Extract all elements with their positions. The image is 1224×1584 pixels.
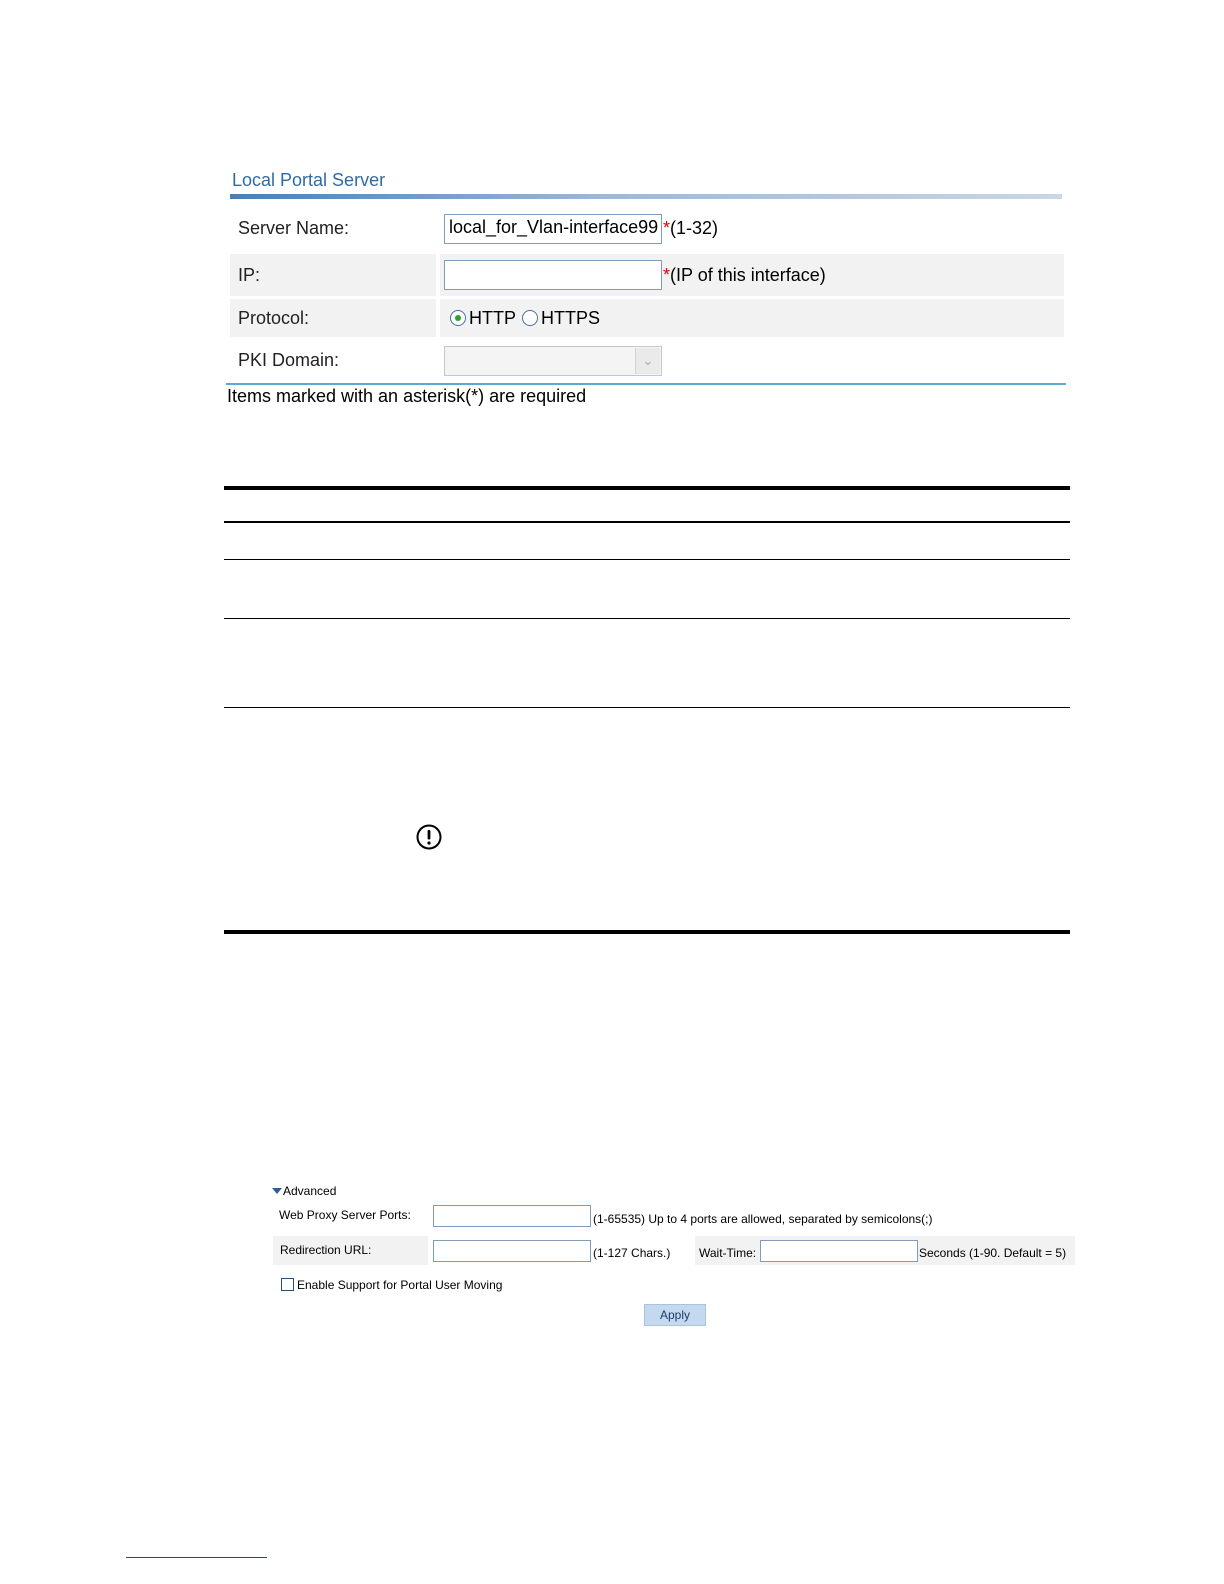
server-name-label: Server Name: [238, 218, 350, 238]
required-asterisk: * [663, 264, 671, 285]
advanced-toggle[interactable] [272, 1184, 336, 1198]
https-radio[interactable] [522, 310, 538, 326]
web-proxy-ports-input[interactable] [433, 1205, 591, 1227]
ip-label: IP: [230, 254, 436, 296]
apply-button[interactable]: Apply [644, 1304, 706, 1326]
server-name-row [230, 207, 1064, 250]
required-note: Items marked with an asterisk(*) are required [227, 386, 587, 406]
web-proxy-hint: (1-65535) Up to 4 ports are allowed, separated by semicolons(;) [593, 1212, 933, 1226]
pki-domain-label: PKI Domain: [238, 350, 340, 370]
server-name-cell [440, 207, 1064, 250]
table-top-rule [224, 486, 1070, 490]
ip-hint: (IP of this interface) [670, 264, 826, 285]
redirection-url-input[interactable] [433, 1240, 591, 1262]
user-moving-label: Enable Support for Portal User Moving [297, 1278, 503, 1292]
pki-domain-cell [440, 340, 1064, 381]
http-radio[interactable] [450, 310, 466, 326]
protocol-row [230, 299, 1064, 337]
user-moving-checkbox[interactable] [281, 1278, 294, 1291]
ip-cell [440, 254, 1064, 296]
https-radio-label[interactable]: HTTPS [541, 307, 601, 328]
caution-bottom-rule [224, 930, 1070, 934]
panel-divider [226, 383, 1066, 385]
redirection-url-hint: (1-127 Chars.) [593, 1246, 671, 1260]
server-name-input[interactable]: local_for_Vlan-interface99 [444, 214, 662, 244]
caution-icon [416, 824, 442, 850]
web-proxy-label: Web Proxy Server Ports: [279, 1208, 411, 1222]
section-title: Local Portal Server [232, 170, 386, 190]
user-moving-option[interactable] [281, 1278, 502, 1292]
table-row-rule [224, 707, 1070, 708]
protocol-cell [440, 299, 1064, 337]
triangle-down-icon [272, 1188, 282, 1194]
chevron-down-icon: ⌄ [635, 348, 660, 374]
table-row-rule [224, 618, 1070, 619]
redirection-url-label: Redirection URL: [280, 1243, 372, 1257]
pki-domain-select[interactable] [444, 346, 662, 376]
wait-time-label: Wait-Time: [699, 1246, 757, 1260]
table-header-rule [224, 521, 1070, 523]
advanced-title: Advanced [283, 1184, 337, 1198]
ip-row [230, 254, 1064, 296]
wait-time-input[interactable] [760, 1240, 918, 1262]
server-name-hint: (1-32) [670, 218, 719, 238]
title-underline [230, 194, 1062, 199]
pki-domain-row [230, 340, 1064, 381]
http-radio-label[interactable]: HTTP [469, 307, 516, 328]
wait-time-hint: Seconds (1-90. Default = 5) [919, 1246, 1067, 1260]
ip-input[interactable] [444, 260, 662, 290]
required-asterisk: * [663, 218, 671, 238]
footer-link-underline [126, 1557, 267, 1558]
protocol-label: Protocol: [230, 299, 436, 337]
table-row-rule [224, 559, 1070, 560]
